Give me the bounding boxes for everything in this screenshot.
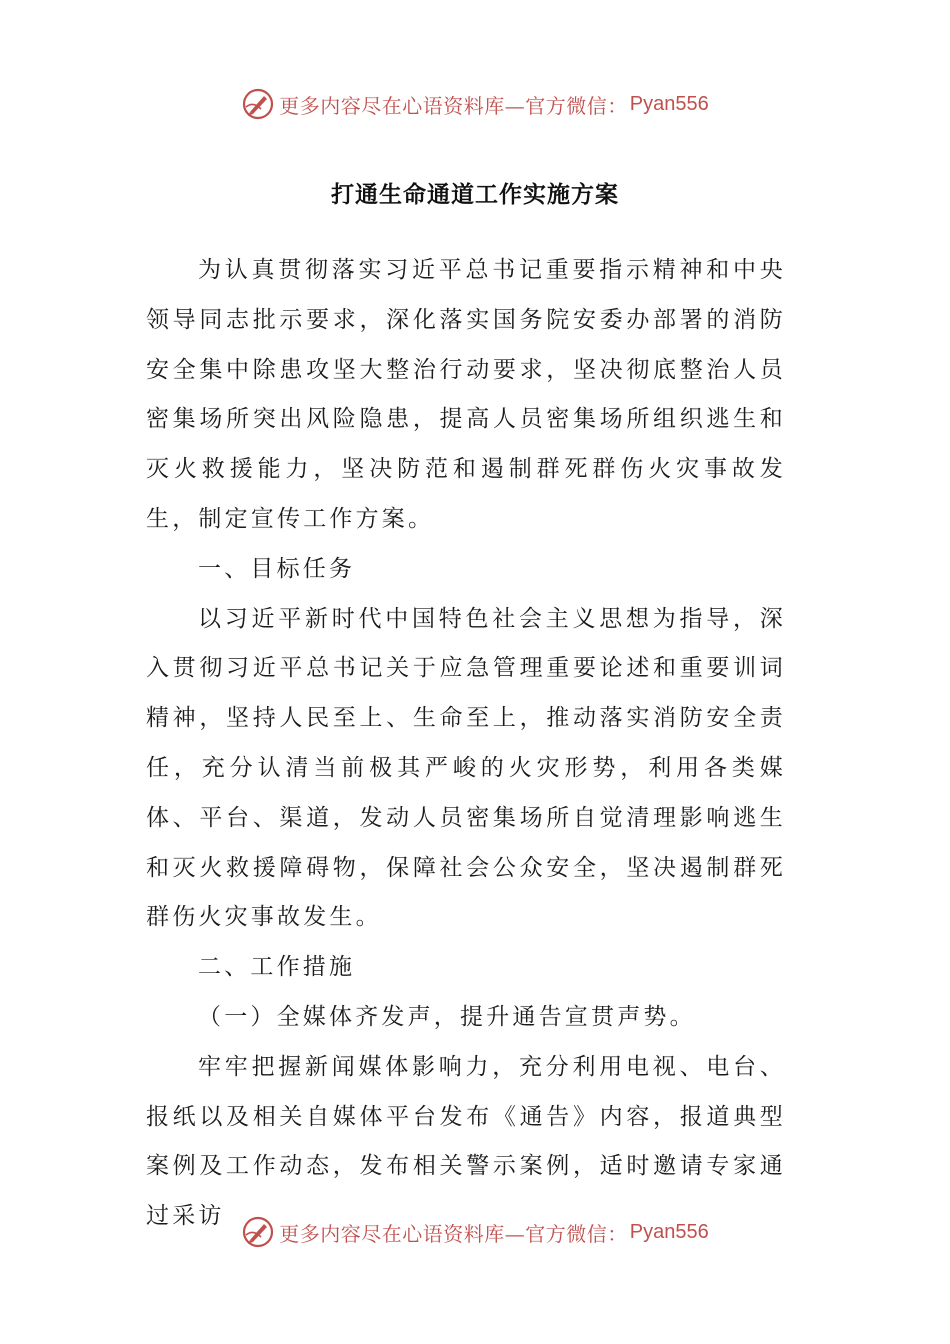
- document-title: 打通生命通道工作实施方案: [331, 181, 619, 208]
- watermark-text: 更多内容尽在心语资料库—官方微信：: [279, 93, 628, 118]
- pen-logo-icon: [241, 87, 275, 121]
- pen-logo-icon: [241, 1215, 275, 1249]
- watermark-text: 更多内容尽在心语资料库—官方微信：: [279, 1221, 628, 1246]
- watermark-header: [0, 84, 950, 124]
- watermark-wechat-id: Pyan556: [629, 1220, 709, 1243]
- watermark-footer: [0, 1212, 950, 1252]
- subsection-heading-media: （一）全媒体齐发声，提升通告宣贯声势。: [198, 1003, 696, 1030]
- document-body: [146, 246, 786, 1242]
- section-heading-measures: 二、工作措施: [198, 954, 356, 981]
- section-heading-goals: 一、目标任务: [198, 555, 356, 582]
- intro-paragraph: 为认真贯彻落实习近平总书记重要指示精神和中央领导同志批示要求，深化落实国务院安委办部署的消防安全集中除患攻坚大整治行动要求，坚决彻底整治人员密集场所突出风险隐患，提高人员密集场所组织逃生和灭火救援能力，坚决防范和遏制群死群伤火灾事故发生，制定宣传工作方案。: [146, 257, 786, 532]
- media-paragraph: 牢牢把握新闻媒体影响力，充分利用电视、电台、报纸以及相关自媒体平台发布《通告》内容，报道典型案例及工作动态，发布相关警示案例，适时邀请专家通过采访: [146, 1053, 786, 1230]
- goals-paragraph: 以习近平新时代中国特色社会主义思想为指导，深入贯彻习近平总书记关于应急管理重要论述和重要训词精神，坚持人民至上、生命至上，推动落实消防安全责任，充分认清当前极其严峻的火灾形势，利用各类媒体、平台、渠道，发动人员密集场所自觉清理影响逃生和灭火救援障碍物，保障社会公众安全，坚决遏制群死群伤火灾事故发生。: [146, 605, 786, 931]
- watermark-wechat-id: Pyan556: [629, 92, 709, 115]
